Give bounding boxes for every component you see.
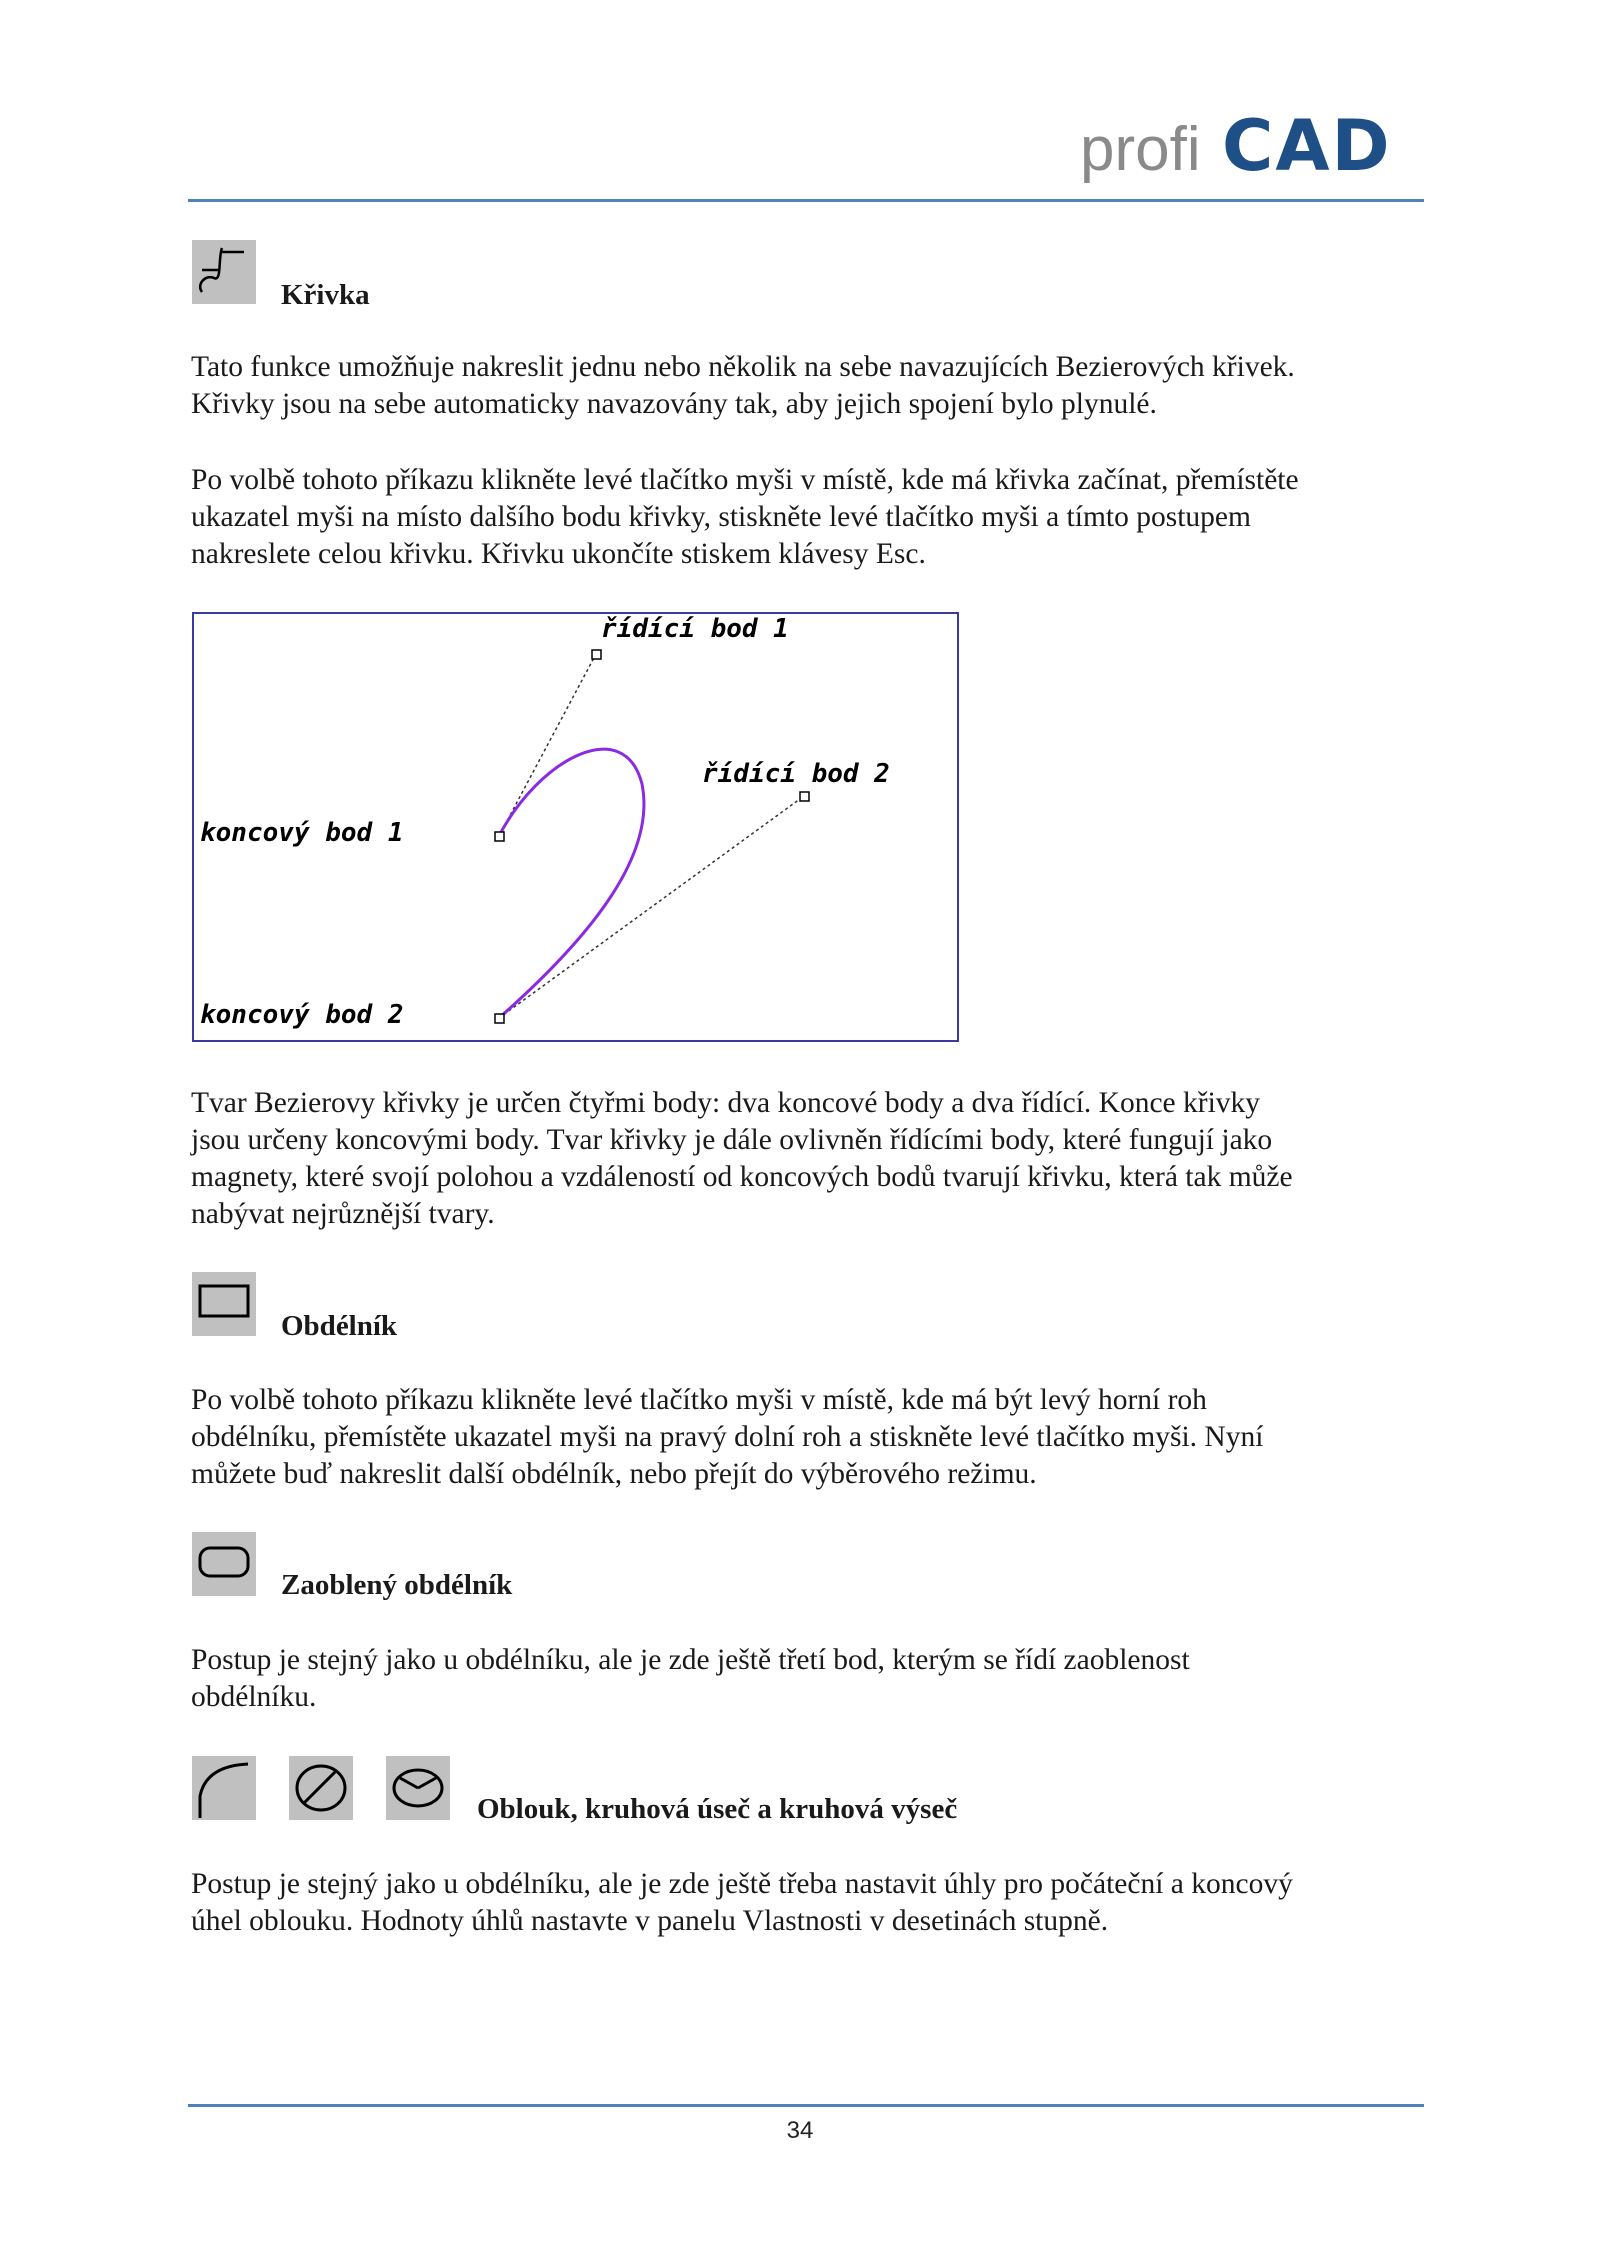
logo-prefix: profi	[1080, 115, 1201, 184]
text-line: Po volbě tohoto příkazu klikněte levé tlačítko myši v místě, kde má být levý horní roh	[191, 1384, 1207, 1416]
text-line: Postup je stejný jako u obdélníku, ale je zde ještě třetí bod, kterým se řídí zaoblenost	[191, 1644, 1190, 1676]
bezier-figure	[192, 612, 959, 1042]
text-line: nakreslete celou křivku. Křivku ukončíte stiskem klávesy Esc.	[191, 538, 926, 570]
footer-divider	[188, 2104, 1424, 2107]
text-line: můžete buď nakreslit další obdélník, nebo přejít do výběrového režimu.	[191, 1458, 1037, 1490]
circular-sector-icon	[386, 1756, 450, 1820]
text-line: ukazatel myši na místo dalšího bodu křivky, stiskněte levé tlačítko myši a tímto postupem	[191, 501, 1251, 533]
text-line: úhel oblouku. Hodnoty úhlů nastavte v panelu Vlastnosti v desetinách stupně.	[191, 1905, 1109, 1937]
control-line-1	[499, 654, 596, 836]
section-title-oblouk: Oblouk, kruhová úseč a kruhová výseč	[477, 1793, 958, 1825]
control-point-1	[592, 650, 601, 659]
end-point-1	[495, 832, 504, 841]
paragraph	[191, 462, 1431, 573]
bezier-curve	[499, 749, 644, 1018]
label-end-point-2: koncový bod 2	[200, 1000, 404, 1030]
rectangle-icon	[192, 1272, 256, 1336]
label-control-point-2: řídící bod 2	[702, 759, 890, 789]
text-line: obdélníku.	[191, 1681, 317, 1713]
paragraph	[191, 1866, 1431, 1940]
control-point-2	[800, 792, 809, 801]
control-line-2	[499, 796, 804, 1018]
paragraph	[191, 349, 1431, 423]
bezier-curve-icon	[192, 240, 256, 304]
paragraph	[191, 1085, 1431, 1233]
text-line: Po volbě tohoto příkazu klikněte levé tlačítko myši v místě, kde má křivka začínat, přemístěte	[191, 464, 1299, 496]
text-line: Křivky jsou na sebe automaticky navazovány tak, aby jejich spojení bylo plynulé.	[191, 388, 1157, 420]
text-line: Tato funkce umožňuje nakreslit jednu nebo několik na sebe navazujících Bezierových křivek.	[191, 351, 1295, 383]
header-divider	[188, 199, 1424, 202]
text-line: nabývat nejrůznější tvary.	[191, 1198, 495, 1230]
circular-segment-icon	[289, 1756, 353, 1820]
text-line: Postup je stejný jako u obdélníku, ale je zde ještě třeba nastavit úhly pro počáteční a koncový	[191, 1868, 1293, 1900]
label-control-point-1: řídící bod 1	[601, 614, 789, 644]
text-line: obdélníku, přemístěte ukazatel myši na pravý dolní roh a stiskněte levé tlačítko myši. Nyní	[191, 1421, 1264, 1453]
section-title-krivka: Křivka	[281, 279, 370, 311]
text-line: Tvar Bezierovy křivky je určen čtyřmi body: dva koncové body a dva řídící. Konce křivky	[191, 1087, 1261, 1119]
logo-suffix: CAD	[1222, 108, 1392, 187]
rounded-rectangle-icon	[192, 1532, 256, 1596]
paragraph	[191, 1642, 1431, 1716]
proficad-logo	[1080, 108, 1410, 188]
label-end-point-1: koncový bod 1	[200, 818, 404, 848]
section-title-obdelnik: Obdélník	[281, 1310, 398, 1342]
end-point-2	[495, 1014, 504, 1023]
section-title-zaobleny-obdelnik: Zaoblený obdélník	[281, 1569, 513, 1601]
arc-icon	[192, 1756, 256, 1820]
paragraph	[191, 1382, 1431, 1493]
text-line: magnety, které svojí polohou a vzdáleností od koncových bodů tvarují křivku, která tak může	[191, 1161, 1293, 1193]
text-line: jsou určeny koncovými body. Tvar křivky je dále ovlivněn řídícími body, které fungují jako	[191, 1124, 1273, 1156]
page-number: 34	[786, 2117, 814, 2144]
